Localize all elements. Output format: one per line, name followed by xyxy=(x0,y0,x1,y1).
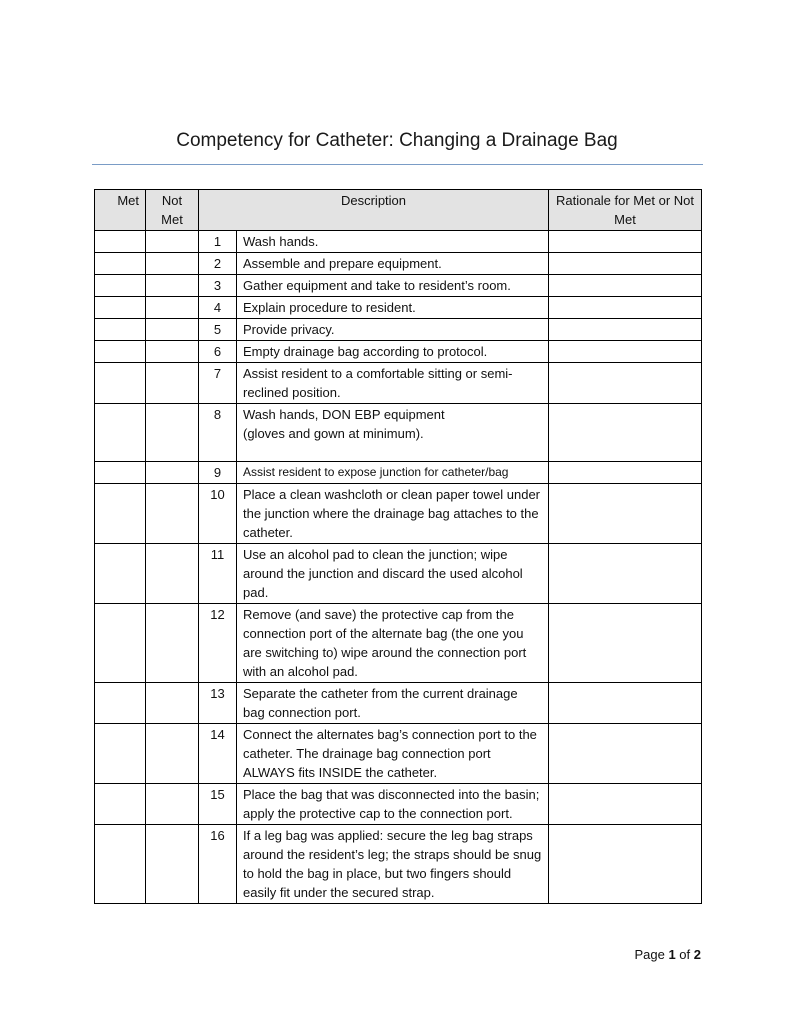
header-rationale: Rationale for Met or Not Met xyxy=(549,190,702,231)
table-row xyxy=(95,825,702,904)
not-met-cell[interactable] xyxy=(146,275,199,297)
table-row xyxy=(95,604,702,683)
step-description: Assemble and prepare equipment. xyxy=(237,253,549,275)
step-description: Assist resident to a comfortable sitting or semi-reclined position. xyxy=(237,363,549,404)
table-row xyxy=(95,484,702,544)
step-description: Place a clean washcloth or clean paper towel under the junction where the drainage bag attaches to the catheter. xyxy=(237,484,549,544)
rationale-cell[interactable] xyxy=(549,404,702,462)
step-number: 1 xyxy=(199,231,237,253)
rationale-cell[interactable] xyxy=(549,231,702,253)
step-description: Assist resident to expose junction for catheter/bag xyxy=(237,462,549,484)
met-cell[interactable] xyxy=(95,297,146,319)
page-total: 2 xyxy=(693,947,701,962)
step-number: 2 xyxy=(199,253,237,275)
rationale-cell[interactable] xyxy=(549,341,702,363)
page-indicator xyxy=(634,947,701,962)
step-description: Use an alcohol pad to clean the junction; wipe around the junction and discard the used alcohol pad. xyxy=(237,544,549,604)
step-number: 4 xyxy=(199,297,237,319)
rationale-cell[interactable] xyxy=(549,724,702,784)
step-description: Wash hands. xyxy=(237,231,549,253)
step-description: Empty drainage bag according to protocol. xyxy=(237,341,549,363)
step-description: Place the bag that was disconnected into the basin; apply the protective cap to the connection port. xyxy=(237,784,549,825)
table-row xyxy=(95,784,702,825)
met-cell[interactable] xyxy=(95,784,146,825)
met-cell[interactable] xyxy=(95,484,146,544)
not-met-cell[interactable] xyxy=(146,784,199,825)
rationale-cell[interactable] xyxy=(549,253,702,275)
met-cell[interactable] xyxy=(95,724,146,784)
competency-table xyxy=(94,189,702,904)
step-description: Provide privacy. xyxy=(237,319,549,341)
not-met-cell[interactable] xyxy=(146,544,199,604)
step-number: 6 xyxy=(199,341,237,363)
step-description: If a leg bag was applied: secure the leg bag straps around the resident’s leg; the straps should be snug to hold the bag in place, but two fingers should easily fit under the secured strap. xyxy=(237,825,549,904)
step-description: Connect the alternates bag’s connection port to the catheter. The drainage bag connection port ALWAYS fits INSIDE the catheter. xyxy=(237,724,549,784)
rationale-cell[interactable] xyxy=(549,297,702,319)
table-row xyxy=(95,231,702,253)
rationale-cell[interactable] xyxy=(549,825,702,904)
not-met-cell[interactable] xyxy=(146,253,199,275)
not-met-cell[interactable] xyxy=(146,404,199,462)
rationale-cell[interactable] xyxy=(549,683,702,724)
table-row xyxy=(95,275,702,297)
met-cell[interactable] xyxy=(95,825,146,904)
not-met-cell[interactable] xyxy=(146,484,199,544)
table-header-row xyxy=(95,190,702,231)
rationale-cell[interactable] xyxy=(549,484,702,544)
step-number: 10 xyxy=(199,484,237,544)
table-row xyxy=(95,341,702,363)
not-met-cell[interactable] xyxy=(146,341,199,363)
step-number: 9 xyxy=(199,462,237,484)
met-cell[interactable] xyxy=(95,275,146,297)
table-row xyxy=(95,363,702,404)
not-met-cell[interactable] xyxy=(146,683,199,724)
met-cell[interactable] xyxy=(95,341,146,363)
step-number: 14 xyxy=(199,724,237,784)
met-cell[interactable] xyxy=(95,683,146,724)
met-cell[interactable] xyxy=(95,319,146,341)
table-row xyxy=(95,319,702,341)
step-number: 16 xyxy=(199,825,237,904)
met-cell[interactable] xyxy=(95,404,146,462)
not-met-cell[interactable] xyxy=(146,724,199,784)
rationale-cell[interactable] xyxy=(549,544,702,604)
step-description: Remove (and save) the protective cap from the connection port of the alternate bag (the one you are switching to) wipe around the connection port with an alcohol pad. xyxy=(237,604,549,683)
table-row xyxy=(95,544,702,604)
not-met-cell[interactable] xyxy=(146,825,199,904)
rationale-cell[interactable] xyxy=(549,275,702,297)
step-number: 7 xyxy=(199,363,237,404)
page-current: 1 xyxy=(668,947,676,962)
not-met-cell[interactable] xyxy=(146,462,199,484)
met-cell[interactable] xyxy=(95,544,146,604)
met-cell[interactable] xyxy=(95,253,146,275)
not-met-cell[interactable] xyxy=(146,297,199,319)
page-label: Page xyxy=(634,947,665,962)
not-met-cell[interactable] xyxy=(146,319,199,341)
page-of: of xyxy=(679,947,691,962)
met-cell[interactable] xyxy=(95,231,146,253)
step-description: Explain procedure to resident. xyxy=(237,297,549,319)
step-number: 12 xyxy=(199,604,237,683)
page-title: Competency for Catheter: Changing a Drainage Bag xyxy=(176,130,618,151)
rationale-cell[interactable] xyxy=(549,784,702,825)
title-divider xyxy=(92,164,703,165)
step-number: 8 xyxy=(199,404,237,462)
step-number: 5 xyxy=(199,319,237,341)
step-description: Gather equipment and take to resident’s room. xyxy=(237,275,549,297)
table-row xyxy=(95,683,702,724)
rationale-cell[interactable] xyxy=(549,319,702,341)
step-description: Separate the catheter from the current drainage bag connection port. xyxy=(237,683,549,724)
header-description: Description xyxy=(199,190,549,231)
header-not-met: Not Met xyxy=(146,190,199,231)
not-met-cell[interactable] xyxy=(146,363,199,404)
table-row xyxy=(95,404,702,462)
table-row xyxy=(95,462,702,484)
rationale-cell[interactable] xyxy=(549,363,702,404)
rationale-cell[interactable] xyxy=(549,604,702,683)
step-number: 13 xyxy=(199,683,237,724)
step-description: Wash hands, DON EBP equipment (gloves and gown at minimum). xyxy=(237,404,549,462)
table-row xyxy=(95,724,702,784)
step-number: 3 xyxy=(199,275,237,297)
met-cell[interactable] xyxy=(95,604,146,683)
rationale-cell[interactable] xyxy=(549,462,702,484)
not-met-cell[interactable] xyxy=(146,604,199,683)
not-met-cell[interactable] xyxy=(146,231,199,253)
header-met: Met xyxy=(95,190,146,231)
met-cell[interactable] xyxy=(95,462,146,484)
table-row xyxy=(95,297,702,319)
met-cell[interactable] xyxy=(95,363,146,404)
step-number: 11 xyxy=(199,544,237,604)
table-row xyxy=(95,253,702,275)
step-number: 15 xyxy=(199,784,237,825)
